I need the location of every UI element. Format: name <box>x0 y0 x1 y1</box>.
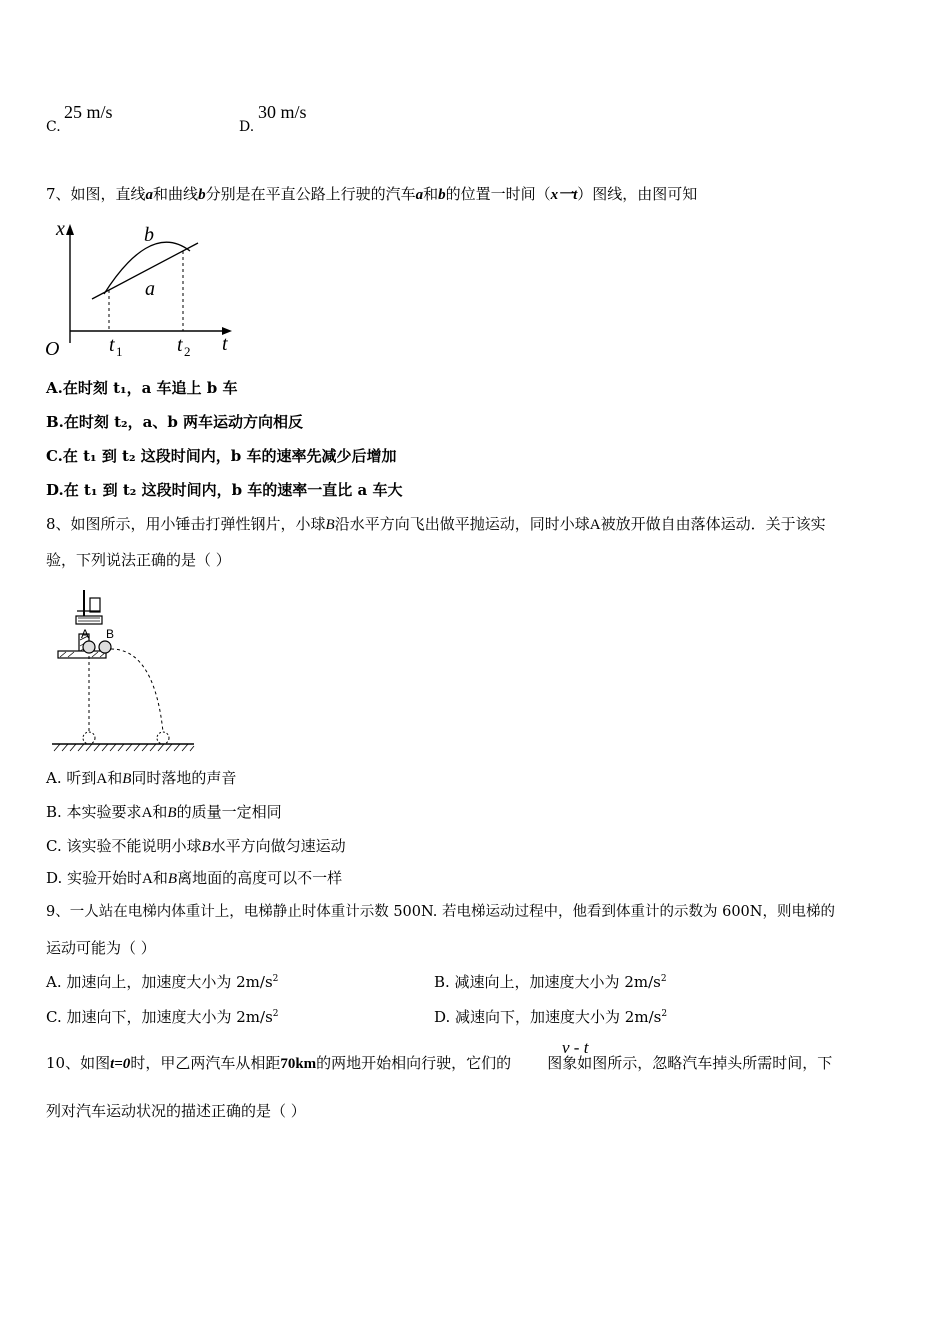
ball-a-landing <box>83 732 95 744</box>
q9-option-d <box>434 1007 667 1027</box>
t1-subscript: 1 <box>116 344 123 359</box>
q8-option-text: 离地面的高度可以不一样 <box>177 869 343 887</box>
q9-superscript: 2 <box>661 1009 668 1019</box>
q9-stem-line1: 9、一人站在电梯内体重计上，电梯静止时体重计示数 500N. 若电梯运动过程中，他看到体重计的示数为 600N，则电梯的 <box>46 904 835 920</box>
q8-apparatus-figure <box>48 584 198 756</box>
q9-option-text: A. 加速向上，加速度大小为 2m/s <box>46 973 273 991</box>
q8-option-text: 水平方向做匀速运动 <box>210 837 346 855</box>
q8-option-text: 和 <box>152 869 168 887</box>
q7-var-b: b <box>438 187 446 203</box>
q8-ball-b: B <box>122 771 132 787</box>
q8-option-text: 和 <box>152 803 168 821</box>
q8-option-d <box>46 868 342 889</box>
q6-option-d-letter: D. <box>239 119 255 135</box>
q6-option-c <box>46 116 61 137</box>
q10-stem-text: 时，甲乙两汽车从相距 <box>130 1054 281 1072</box>
line-a-label: a <box>145 278 155 300</box>
q9-superscript: 2 <box>660 974 667 984</box>
q10-distance: 70km <box>280 1056 317 1072</box>
q8-option-c <box>46 836 346 857</box>
hammer-head <box>90 598 100 612</box>
q8-option-text: 和 <box>107 769 123 787</box>
q8-ball-b: B <box>201 839 211 855</box>
q8-ball-a: A <box>589 517 601 533</box>
q6-option-c-letter: C. <box>46 119 61 135</box>
q9-superscript: 2 <box>272 1009 279 1019</box>
ball-b-landing <box>157 732 169 744</box>
q8-ball-a: A <box>142 871 153 887</box>
q8-option-a <box>46 768 236 789</box>
q8-stem-line2: 验，下列说法正确的是（ ） <box>46 551 231 569</box>
q7-xt: x一t <box>550 187 578 203</box>
q8-ball-b: B <box>167 871 178 887</box>
x-axis-label: x <box>56 218 65 240</box>
x-axis-arrow <box>66 224 74 235</box>
q9-superscript: 2 <box>272 974 279 984</box>
origin-label: O <box>45 338 60 360</box>
q9-option-b <box>434 972 667 992</box>
q7-stem-text: 的位置一时间（ <box>445 185 551 203</box>
q8-ball-a: A <box>96 771 108 787</box>
ground-hatching <box>54 744 194 751</box>
q8-option-text: C. 该实验不能说明小球 <box>46 837 202 855</box>
q8-option-b <box>46 802 282 823</box>
q7-option-b: B.在时刻 t₂，a、b 两车运动方向相反 <box>46 413 304 431</box>
q10-stem-line1 <box>46 1053 832 1074</box>
q8-ball-b: B <box>325 517 335 533</box>
q8-option-text: B. 本实验要求 <box>46 803 142 821</box>
q8-option-text: A. 听到 <box>46 769 97 787</box>
projectile-path <box>111 649 163 732</box>
q10-stem-text: 的两地开始相向行驶，它们的 <box>316 1054 512 1072</box>
ball-b <box>99 641 111 653</box>
q10-vt-label: v - t <box>562 1038 589 1057</box>
curve-b-label: b <box>144 224 154 246</box>
q8-option-text: 的质量一定相同 <box>176 803 282 821</box>
q9-stem-line2: 运动可能为（ ） <box>46 939 156 957</box>
q9-option-c <box>46 1007 279 1027</box>
q10-t0: t=0 <box>110 1056 131 1072</box>
q10-stem-line2: 列对汽车运动状况的描述正确的是（ ） <box>46 1102 306 1120</box>
q7-stem <box>46 184 697 205</box>
q7-option-d: D.在 t₁ 到 t₂ 这段时间内，b 车的速率一直比 a 车大 <box>46 481 403 499</box>
q9-option-a <box>46 972 278 992</box>
t1-label: t <box>109 334 115 356</box>
q7-xt-graph <box>40 218 240 363</box>
q7-option-c: C.在 t₁ 到 t₂ 这段时间内，b 车的速率先减少后增加 <box>46 447 397 465</box>
q8-stem-line1 <box>46 514 826 535</box>
t-axis-label: t <box>222 333 228 355</box>
t2-subscript: 2 <box>184 344 191 359</box>
q8-stem-text: 沿水平方向飞出做平抛运动，同时小球 <box>334 515 590 533</box>
q7-stem-text: ）图线，由图可知 <box>577 185 698 203</box>
q8-ball-a: A <box>141 805 153 821</box>
t2-label: t <box>177 334 183 356</box>
ball-a <box>83 641 95 653</box>
q9-option-text: C. 加速向下，加速度大小为 2m/s <box>46 1008 273 1026</box>
q8-stem-text: 被放开做自由落体运动．关于该实 <box>600 515 826 533</box>
q8-option-text: 同时落地的声音 <box>131 769 237 787</box>
q8-ball-b: B <box>167 805 177 821</box>
ball-a-label: A <box>81 627 90 641</box>
q7-stem-text: 和 <box>423 185 439 203</box>
q7-stem-text: 分别是在平直公路上行驶的汽车 <box>205 185 416 203</box>
q6-option-c-value: 25 m/s <box>64 102 113 122</box>
q10-stem-text: 图象如图所示，忽略汽车掉头所需时间，下 <box>547 1054 833 1072</box>
base-plate <box>58 651 106 658</box>
q8-stem-text: 8、如图所示，用小锤击打弹性钢片，小球 <box>46 515 326 533</box>
ball-b-label: B <box>106 627 115 641</box>
q9-option-text: B. 减速向上，加速度大小为 2m/s <box>434 973 661 991</box>
q7-var-b: b <box>198 187 206 203</box>
q7-var-a: a <box>415 187 424 203</box>
q7-var-a: a <box>145 187 154 203</box>
q7-stem-text: 7、如图，直线 <box>46 185 146 203</box>
clamp-top <box>76 616 102 624</box>
q8-option-text: D. 实验开始时 <box>46 869 143 887</box>
q7-option-a: A.在时刻 t₁，a 车追上 b 车 <box>46 379 238 397</box>
q7-stem-text: 和曲线 <box>153 185 199 203</box>
q9-option-text: D. 减速向下，加速度大小为 2m/s <box>434 1008 662 1026</box>
q10-stem-text: 10、如图 <box>46 1054 111 1072</box>
q6-option-d <box>239 116 254 137</box>
q6-option-d-value: 30 m/s <box>258 102 307 122</box>
